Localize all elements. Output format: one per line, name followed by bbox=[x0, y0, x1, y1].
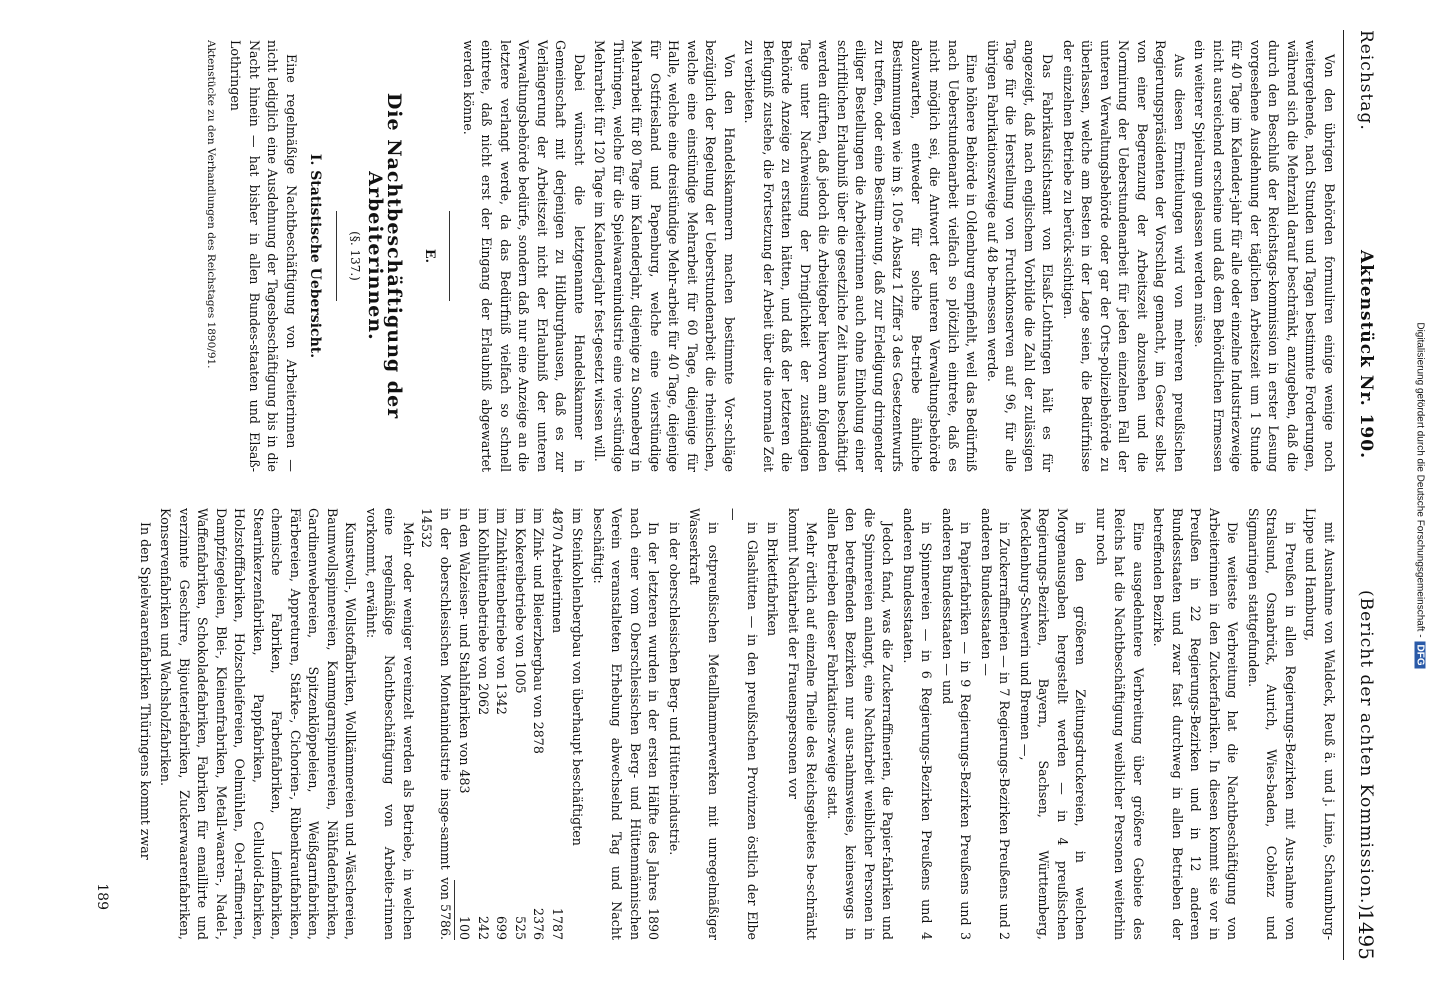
section-letter: E. bbox=[423, 249, 439, 263]
right-paragraph: Jedoch fand, was die Zuckerraffinerien, die Papier-fabriken und die Spinnereien anlangt, eine Nachtarbeit weiblicher Personen in den betreffenden Bezirken nur aus-nahmsweise, keineswegs in allen Betrieben dieser Fabrikations-zweige statt. bbox=[825, 508, 896, 940]
stats-row bbox=[455, 508, 474, 940]
stats-row bbox=[529, 508, 548, 940]
stats-value: 525 bbox=[513, 915, 528, 940]
right-paragraph: in Papierfabriken — in 9 Regierungs-Bezirken Preußens und 3 anderen Bundesstaaten — und bbox=[940, 508, 974, 940]
stats-total-row bbox=[417, 508, 454, 940]
header-right: (Bericht der achten Kommission.) bbox=[1356, 590, 1376, 913]
stats-label: im Zinkhüttenbetriebe von 1342 bbox=[494, 508, 510, 715]
right-paragraph: in Zuckerraffinerien — in 7 Regierungs-Bezirken Preußens und 2 anderen Bundesstaaten — bbox=[979, 508, 1013, 940]
left-column bbox=[200, 40, 1339, 472]
right-paragraph: in den größeren Zeitungsdruckereien, in welchen Morgenausgaben hergestellt werden — in 4 preußischen Regierungs-Bezirken, Bayern, Sachsen, Württemberg, Mecklenburg-Schwerin und Bremen —, bbox=[1018, 508, 1089, 940]
right-paragraph: in Spinnereien — in 6 Regierungs-Bezirken Preußens und 4 anderen Bundesstaaten. bbox=[901, 508, 935, 940]
section-reference: (§. 137.) bbox=[348, 231, 362, 281]
stats-label: 4870 Arbeiterinnen bbox=[550, 508, 565, 634]
right-paragraph: Die weiteste Verbreitung hat die Nachtbeschäftigung von Arbeiterinnen in den Zuckerfabriken. In diesen kommt sie vor in Preußen in 22 Regierungs-Bezirken und in 12 anderen Bundesstaaten und zwar fast durchweg in allen Betrieben der betreffenden Bezirke. bbox=[1151, 508, 1241, 940]
stats-label: in den Walzeisen- und Stahlfabriken von 483 bbox=[457, 508, 473, 794]
left-paragraph: Von den Handelskammern machen bestimmte Vor-schläge bezüglich der Regelung der Ueberstundenarbeit die rheinischen, welche eine einstündige Mehrarbeit für 60 Tage, diejenige für Halle, welche eine dreistündige Mehr-arbeit für 40 Tage, diejenige für Ostfriesland und Papenburg, welche eine vierstündige Mehrarbeit für 80 Tage im Kalenderjahr, diejenige zu Sonneberg in Thüringen, welche für die Spielwaarenindustrie eine vier-stündige Mehrarbeit für 120 Tage im Kalenderjahr fest-gesetzt wissen will. bbox=[592, 40, 737, 472]
right-paragraph: mit Ausnahme von Waldeck, Reuß ä. und j. Linie, Schaumburg-Lippe und Hamburg, bbox=[1303, 508, 1337, 940]
footnote: Aktenstücke zu den Verhandlungen des Reichstages 1890/91. bbox=[205, 40, 217, 369]
stats-value: 242 bbox=[476, 915, 491, 940]
left-paragraph: Aus diesen Ermittelungen wird von mehreren preußischen Regierungspräsidenten der Vorschlag gemacht, im Gesetz selbst von einer Begrenzung der Arbeitszeit abzusehen und die Normirung der Ueberstundenarbeit für jeden einzelnen Fall der unteren Verwaltungsbehörde oder gar der Orts-polizeibehörde zu überlassen, welche am Besten in der Lage seien, die Bedürfnisse der einzelnen Betriebe zu berück-sichtigen. bbox=[1061, 40, 1187, 472]
left-paragraph: Das Fabrikaufsichtsamt von Elsaß-Lothringen hält es für angezeigt, daß nach englischem Vorbilde die Zahl der zulässigen Tage für die Herstellung von Fruchtkonserven auf 96, für alle übrigen Fabrikationszweige auf 48 be-messen werde. bbox=[985, 40, 1056, 472]
header-left: Reichstag. bbox=[1356, 30, 1376, 131]
header-rule bbox=[1343, 30, 1344, 960]
digitization-credit bbox=[1415, 26, 1426, 966]
right-paragraph: Kunstwoll-, Wollstoffabriken, Wollkämmereien und -Wäschereien, Baumwollspinnereien, Kammgarnspinnereien, Nähfadenfabriken, Gardinenwebereien, Spitzenklöppeleien, Weißgarnfabriken, Färbereien, Appreturen, Stärke-, Cichorien-, Rübenkrautfabriken, chemische Fabriken, Farbenfabriken, Leimfabriken, Stearinkerzenfabriken, Pappfabriken, Celluloid-fabriken, Holzstofffabriken, Holzschleifereien, Oelmühlen, Oel-raffinerien, Dampfziegeleien, Blei-, Kleinenfrabriken, Metall-waaren-, Nadel-, Waffenfabriken, Schokoladefabriken, Fabriken für emaillirte und verzinnte Geschirre, Bijouteriefabriken, Zuckerwaarenfabriken, Konservenfabriken und Wachsholzfabriken. bbox=[158, 508, 359, 940]
stats-row bbox=[474, 508, 493, 940]
right-paragraph: in der oberschlesischen Berg- und Hütten-industrie. bbox=[667, 522, 682, 856]
right-paragraph: Mehr örtlich auf einzelne Theile des Reichsgebietes be-schränkt kommt Nachtarbeit der Frauenspersonen vor bbox=[786, 508, 820, 940]
stats-value: 100 bbox=[457, 915, 473, 940]
divider bbox=[337, 211, 338, 301]
stats-total-value: 5786. bbox=[438, 903, 453, 940]
credit-text: Digitalisierung gefördert durch die Deutsche Forschungsgemeinschaft - bbox=[1414, 322, 1426, 638]
dfg-logo: DFG bbox=[1415, 642, 1426, 669]
left-paragraph: Dabei wünscht die letztgenannte Handelskammer in Gemeinschaft mit derjenigen zu Hildburghausen, daß es zur Verlängerung der Arbeitszeit nicht der Erlaubniß der unteren Verwaltungsbehörde bedürfe, sondern daß nur eine Anzeige an die letztere verlangt werde, da das Bedürfniß vielfach so schnell eintrete, daß nicht erst der Eingang der Erlaubniß abgewartet werden könne. bbox=[461, 40, 587, 472]
stats-label: im Kohlhüttenbetriebe von 2062 bbox=[476, 508, 491, 716]
stats-label: im Kokereibetriebe von 1005 bbox=[513, 508, 528, 694]
stats-label: im Zink- und Bleierzbergbau von 2878 bbox=[531, 508, 547, 754]
right-paragraph: In der letzteren wurden in der ersten Hälfte des Jahres 1890 nach einer vom Oberschlesischen Berg- und Hüttenmännischen Verein veranstalteten Erhebung abwechselnd Tag und Nacht beschäftigt: bbox=[591, 508, 662, 940]
stats-row bbox=[548, 508, 567, 940]
left-paragraph: Eine regelmäßige Nachtbeschäftigung von Arbeiterinnen — nicht lediglich eine Ausdehnung der Tagesbeschäftigung bis in die Nacht hinein — hat bisher in allen Bundes-staaten und Elsaß-Lothringen bbox=[228, 40, 299, 472]
right-paragraph: in Preußen in allen Regierungs-Bezirken mit Aus-nahme von Stralsund, Osnabrück, Aurich, Wies-baden, Coblenz und Sigmaringen stattgefunden. bbox=[1246, 508, 1298, 940]
right-paragraph: in Brikettfabriken bbox=[765, 522, 781, 637]
stats-intro: im Steinkohlenbergbau von überhaupt beschäftigten bbox=[570, 508, 586, 846]
stats-value: 2376 bbox=[531, 907, 547, 940]
right-paragraph: Eine ausgedehntere Verbreitung über größere Gebiete des Reichs hat die Nachtbeschäftigung weiblicher Personen weiterhin nur noch bbox=[1094, 508, 1146, 940]
page-number: 1495 bbox=[1354, 909, 1378, 960]
stats-row bbox=[511, 508, 530, 940]
running-header bbox=[1348, 30, 1382, 960]
stats-row bbox=[492, 508, 511, 940]
left-paragraph: Eine höhere Behörde in Oldenburg empfiehlt, weil das Bedürfniß nach Ueberstundenarbeit vielfach so plötzlich eintrete, daß es nicht möglich sei, die Antwort der unteren Verwaltungsbehörde abzuwarten, entweder für solche Be-triebe ähnliche Bestimmungen wie im §. 105e Absatz 1 Ziffer 3 des Gesetzentwurfs zu treffen, oder eine Bestim-mung, daß zur Erledigung dringender eiliger Bestellungen die Arbeiterinnen auch ohne Einholung einer schriftlichen Erlaubniß über die gesetzliche Zeit hinaus beschäftigt werden dürften, daß jedoch die Arbeitgeber hiervon am folgenden Tage unter Nachweisung der Dringlichkeit der zuständigen Behörde Anzeige zu erstatten hätten, und daß der letzteren die Befugniß zustehe, die Fortsetzung der Arbeit über die normale Zeit zu verbieten. bbox=[742, 40, 980, 472]
stats-total-label: in der oberschlesischen Montanindustrie insge-sammt von 14532 bbox=[419, 508, 453, 900]
stats-value: 699 bbox=[494, 915, 510, 940]
right-paragraph: in Glashütten — in den preußischen Provinzen östlich der Elbe — bbox=[726, 508, 760, 940]
digitization-sidebar bbox=[1410, 0, 1432, 1000]
right-paragraph: In den Spielwaarenfabriken Thüringens kommt zwar bbox=[138, 522, 153, 860]
subsection-title: I. Statistische Uebersicht. bbox=[307, 153, 324, 359]
right-paragraph: Mehr oder weniger vereinzelt werden als Betriebe, in welchen eine regelmäßige Nachtbeschäftigung von Arbeite-rinnen vorkommt, erwähnt: bbox=[364, 508, 416, 940]
right-paragraph: in ostpreußischen Metallhammerwerken mit unregelmäßiger Wasserkraft bbox=[687, 508, 721, 940]
divider bbox=[450, 211, 451, 301]
left-paragraph: Von den übrigen Behörden formuliren einige wenige noch weitergehende, nach Stunden und Tagen bestimmte Forderungen, während sich die Mehrzahl darauf beschränkt, anzugeben, daß die durch den Beschluß der Reichstags-kommission in erster Lesung vorgesehene Ausdehnung der täglichen Arbeitszeit um 1 Stunde für 40 Tage im Kalender-jahr für alle oder einzelne Industriezweige nicht ausreichend erscheine und daß dem Behördlichen Ermessen ein weiterer Spielraum gelassen werden müsse. bbox=[1192, 40, 1337, 472]
stats-value: 1787 bbox=[550, 907, 565, 940]
header-center: Aktenstück Nr. 190. bbox=[1356, 250, 1376, 460]
right-column bbox=[134, 508, 1339, 940]
section-title: Die Nachtbeschäftigung der Arbeiterinnen. bbox=[364, 92, 405, 420]
signature-mark: 189 bbox=[94, 883, 110, 910]
